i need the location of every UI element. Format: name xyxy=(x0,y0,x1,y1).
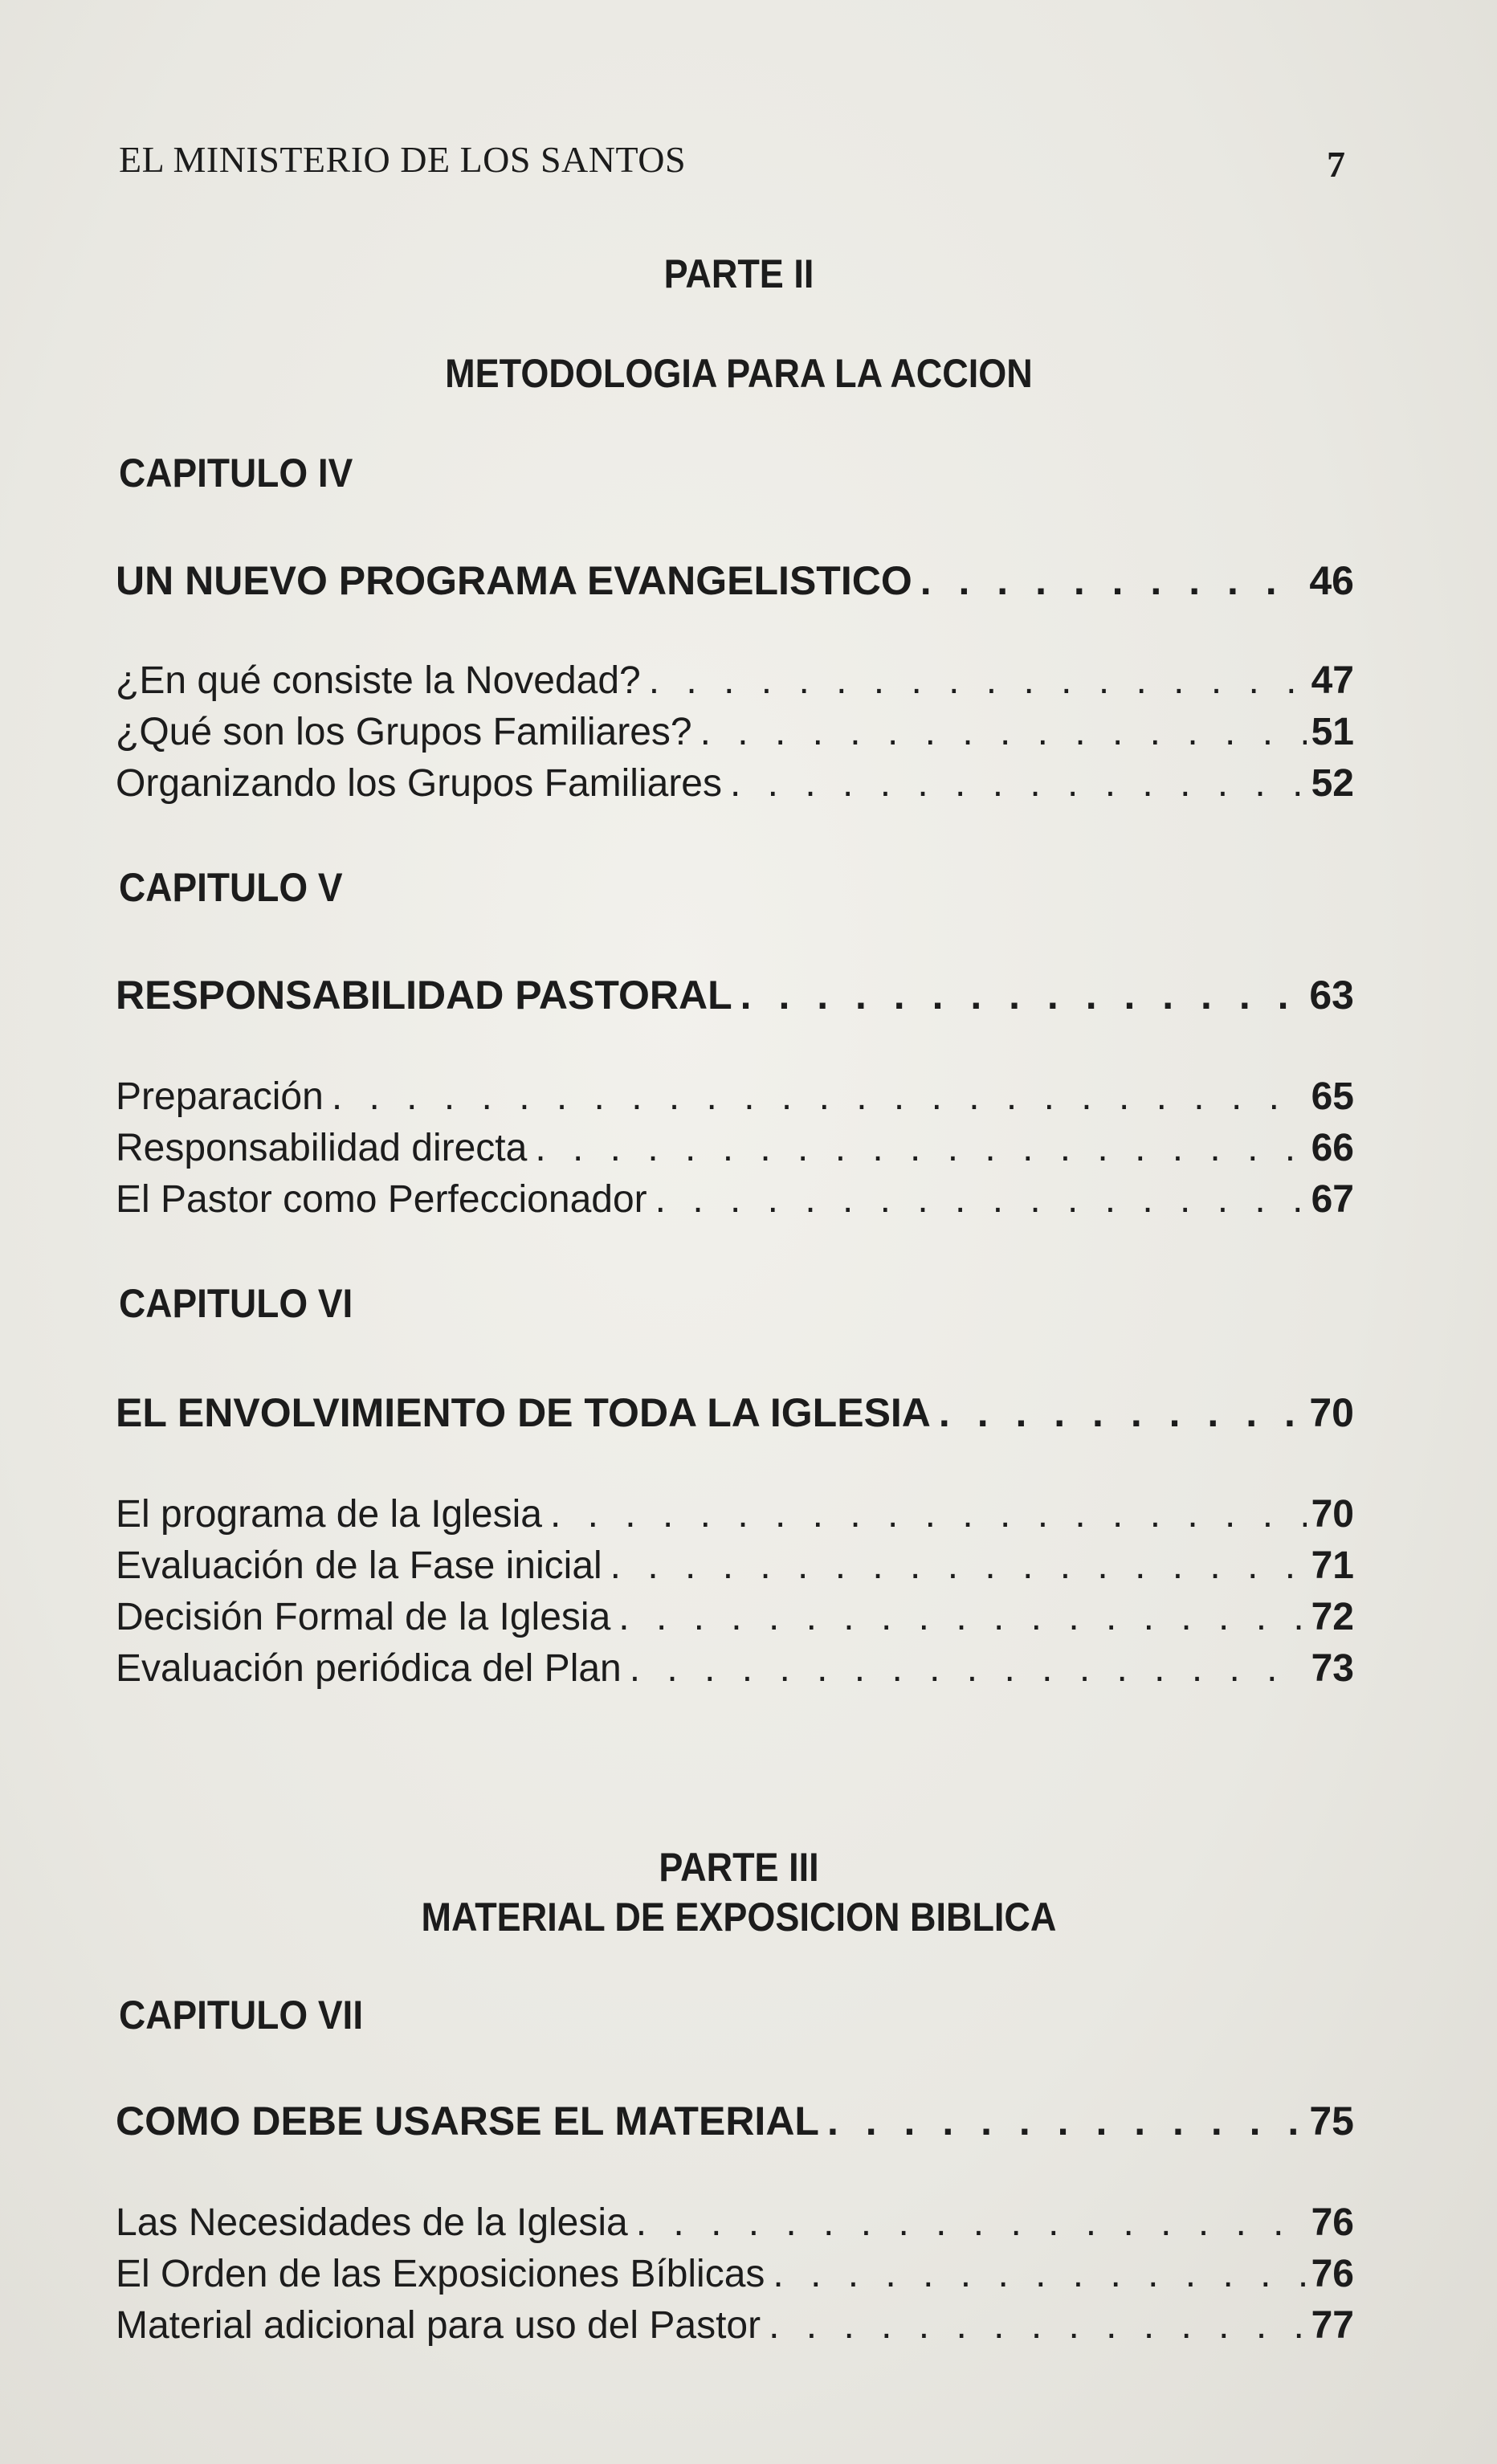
parte-ii-title: METODOLOGIA PARA LA ACCION xyxy=(445,351,1033,396)
toc-title: Evaluación de la Fase inicial xyxy=(116,1544,602,1587)
toc-entry[interactable] xyxy=(116,710,1354,754)
toc-title: El Orden de las Exposiciones Bíblicas xyxy=(116,2253,765,2295)
toc-title: RESPONSABILIDAD PASTORAL xyxy=(116,973,732,1018)
toc-title: UN NUEVO PROGRAMA EVANGELISTICO xyxy=(116,558,912,603)
toc-page: 72 xyxy=(1311,1596,1354,1638)
toc-page: 73 xyxy=(1311,1647,1354,1690)
toc-title: ¿Qué son los Grupos Familiares? xyxy=(116,711,692,753)
chapter-label-vi: CAPITULO VI xyxy=(119,1281,353,1326)
toc-page: 77 xyxy=(1311,2304,1354,2347)
toc-page: 52 xyxy=(1311,762,1354,805)
toc-page: 76 xyxy=(1311,2201,1354,2244)
toc-page: 63 xyxy=(1309,973,1354,1018)
toc-title: ¿En qué consiste la Novedad? xyxy=(116,659,641,702)
toc-entry[interactable] xyxy=(116,1544,1354,1588)
toc-page: 70 xyxy=(1311,1493,1354,1536)
toc-entry[interactable] xyxy=(116,761,1354,806)
toc-title: COMO DEBE USARSE EL MATERIAL xyxy=(116,2099,819,2144)
dot-leader xyxy=(550,1492,1307,1536)
toc-chapter-vi[interactable] xyxy=(116,1389,1354,1436)
toc-entry[interactable] xyxy=(116,659,1354,703)
toc-title: Responsabilidad directa xyxy=(116,1127,528,1169)
dot-leader xyxy=(730,761,1307,806)
toc-chapter-v[interactable] xyxy=(116,972,1354,1018)
dot-leader xyxy=(740,972,1305,1018)
toc-title: Material adicional para uso del Pastor xyxy=(116,2304,761,2347)
parte-ii-heading: PARTE II xyxy=(663,251,814,296)
toc-entry[interactable] xyxy=(116,1492,1354,1536)
page-number: 7 xyxy=(1327,144,1345,185)
toc-entry[interactable] xyxy=(116,2201,1354,2245)
toc-chapter-vii[interactable] xyxy=(116,2098,1354,2144)
toc-page: 76 xyxy=(1311,2253,1354,2295)
toc-page: 66 xyxy=(1311,1127,1354,1169)
dot-leader xyxy=(920,557,1305,604)
dot-leader xyxy=(630,1646,1307,1691)
parte-iii-title: MATERIAL DE EXPOSICION BIBLICA xyxy=(421,1895,1057,1940)
toc-entry[interactable] xyxy=(116,1177,1354,1222)
dot-leader xyxy=(655,1177,1307,1222)
toc-title: Las Necesidades de la Iglesia xyxy=(116,2201,628,2244)
dot-leader xyxy=(535,1126,1306,1170)
dot-leader xyxy=(610,1544,1307,1588)
toc-title: El Pastor como Perfeccionador xyxy=(116,1178,647,1221)
toc-entry[interactable] xyxy=(116,1646,1354,1691)
dot-leader xyxy=(827,2098,1304,2144)
toc-title: Preparación xyxy=(116,1075,324,1118)
toc-page: 65 xyxy=(1311,1075,1354,1118)
toc-page: 47 xyxy=(1311,659,1354,702)
toc-entry[interactable] xyxy=(116,1595,1354,1639)
dot-leader xyxy=(773,2252,1306,2296)
toc-title: Organizando los Grupos Familiares xyxy=(116,762,722,805)
dot-leader xyxy=(618,1595,1306,1639)
toc-page: 71 xyxy=(1311,1544,1354,1587)
toc-page: 67 xyxy=(1311,1178,1354,1221)
toc-title: Evaluación periódica del Plan xyxy=(116,1647,622,1690)
toc-title: El programa de la Iglesia xyxy=(116,1493,542,1536)
toc-title: Decisión Formal de la Iglesia xyxy=(116,1596,611,1638)
dot-leader xyxy=(636,2201,1307,2245)
dot-leader xyxy=(939,1389,1304,1436)
running-title: EL MINISTERIO DE LOS SANTOS xyxy=(119,139,687,180)
toc-page: 70 xyxy=(1309,1390,1354,1435)
toc-title: EL ENVOLVIMIENTO DE TODA LA IGLESIA xyxy=(116,1390,931,1435)
chapter-label-vii: CAPITULO VII xyxy=(119,1993,364,2038)
toc-chapter-iv[interactable] xyxy=(116,557,1354,604)
parte-iii-heading: PARTE III xyxy=(659,1845,819,1890)
toc-entry[interactable] xyxy=(116,1075,1354,1119)
dot-leader xyxy=(332,1075,1307,1119)
dot-leader xyxy=(700,710,1307,754)
dot-leader xyxy=(649,659,1307,703)
chapter-label-v: CAPITULO V xyxy=(119,865,343,910)
toc-page: 51 xyxy=(1311,711,1354,753)
chapter-label-iv: CAPITULO IV xyxy=(119,451,353,496)
toc-entry[interactable] xyxy=(116,1126,1354,1170)
toc-page: 75 xyxy=(1309,2099,1354,2144)
dot-leader xyxy=(769,2303,1307,2348)
toc-page: 46 xyxy=(1309,558,1354,603)
toc-entry[interactable] xyxy=(116,2303,1354,2348)
toc-entry[interactable] xyxy=(116,2252,1354,2296)
